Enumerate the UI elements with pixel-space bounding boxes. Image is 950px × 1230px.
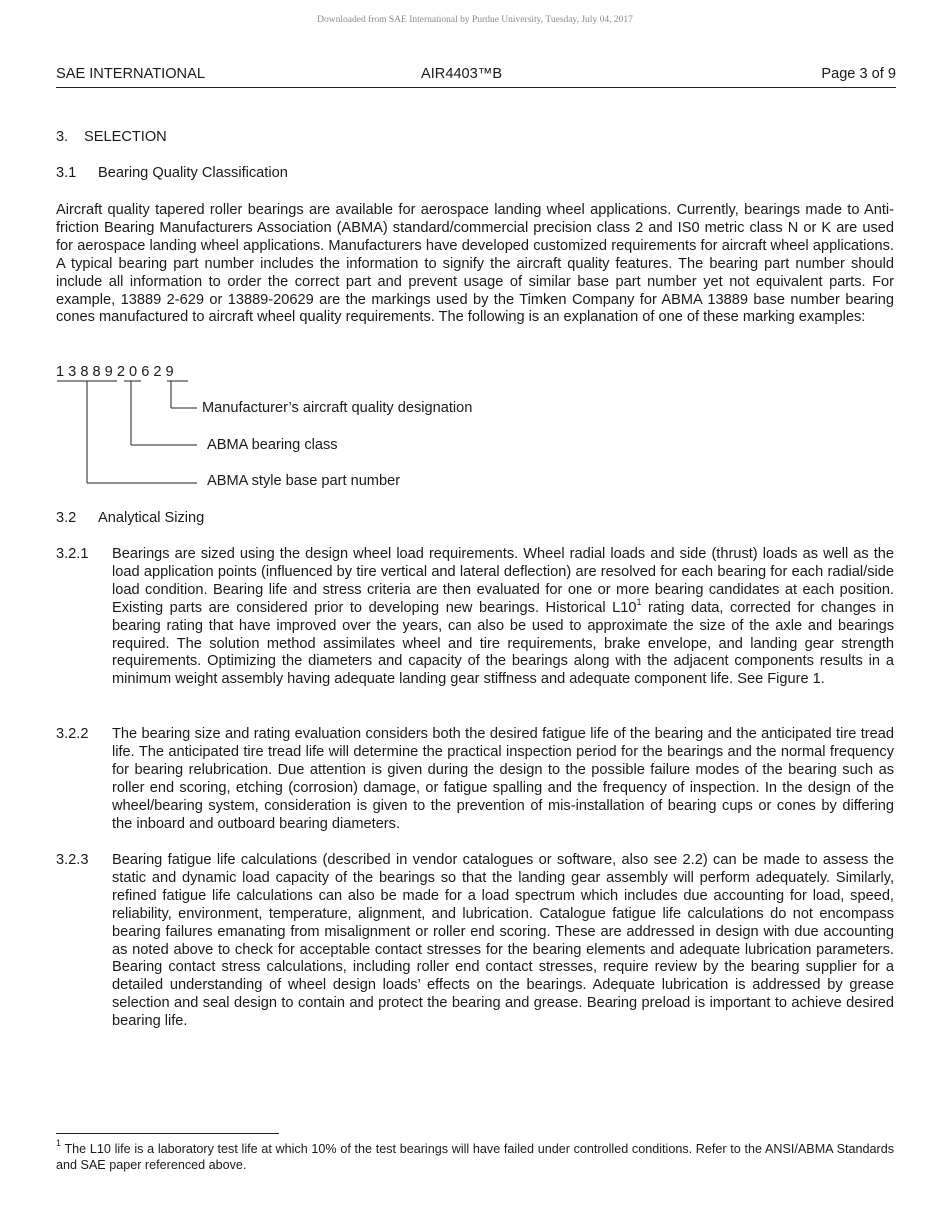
diagram-label-quality-designation: Manufacturer’s aircraft quality designation xyxy=(202,400,473,416)
subsection-3-2-title: Analytical Sizing xyxy=(98,510,205,526)
header-page-number: Page 3 of 9 xyxy=(821,66,896,82)
diagram-part-number: 1 3 8 8 9 2 0 6 2 9 xyxy=(56,364,174,380)
section-title: SELECTION xyxy=(84,129,167,145)
section-number: 3. xyxy=(56,129,69,145)
footnote-reference: 1 xyxy=(636,596,642,607)
item-3-2-3-number: 3.2.3 xyxy=(56,852,89,868)
page-header xyxy=(56,66,896,88)
item-3-2-2-number: 3.2.2 xyxy=(56,726,89,742)
diagram-label-base-part-number: ABMA style base part number xyxy=(207,473,401,489)
item-3-2-1-text-part-1: Bearings are sized using the design wheel load requirements. Wheel radial loads and side (thrust) loads as well as the load application points (influenced by tire vertical and lateral deflection) are resolved for each bearing for each radial/side load condition. Bearing life and stress criteria are then evaluated for one or more bearing candidates at each position. Existing parts are considered prior to developing new bearings. Historical L10 xyxy=(112,546,894,616)
subsection-3-1-title: Bearing Quality Classification xyxy=(98,165,288,181)
item-3-2-2-text: The bearing size and rating evaluation considers both the desired fatigue life of the bearing and the anticipated tire tread life. The anticipated tire tread life will determine the practical inspection period for the bearings and the normal frequency for bearing relubrication. Due attention is given during the design to the possible failure modes of the bearing such as roller end scoring, etching (corrosion) damage, or fatigue spalling and the frequency of inspection. In the design of the wheel/bearing system, consideration is given to the prevention of mis-installation of bearing cups or cones by differing the inboard and outboard bearing diameters. xyxy=(112,726,894,832)
subsection-3-2-number: 3.2 xyxy=(56,510,77,526)
subsection-3-1-paragraph: Aircraft quality tapered roller bearings are available for aerospace landing wheel applications. Currently, bearings made to Anti-friction Bearing Manufacturers Association (ABMA) standard/commercial precision class 2 and IS0 metric class N or K are used for aerospace landing wheel applications. Manufacturers have developed customized requirements for aircraft wheel applications. A typical bearing part number includes the information to signify the aircraft quality features. The bearing part number should include all information to order the correct part and prevent usage of similar base part number yet not equivalent parts. For example, 13889 2-629 or 13889-20629 are the markings used by the Timken Company for ABMA 13889 base number bearing cones manufactured to aircraft wheel quality requirements. The following is an explanation of one of these marking examples: xyxy=(56,202,894,326)
header-document-number: AIR4403™B xyxy=(421,66,503,82)
header-organization: SAE INTERNATIONAL xyxy=(56,66,205,82)
footnote-marker: 1 xyxy=(56,1138,62,1148)
footnote xyxy=(56,1138,894,1173)
download-note: Downloaded from SAE International by Purdue University, Tuesday, July 04, 2017 xyxy=(317,15,633,25)
item-3-2-1-text-part-2: rating data, corrected for changes in bearing rating that have improved over the years, can also be used to approximate the size of the axle and bearings required. The solution method assimilates wheel and tire requirements, brake envelope, and landing gear strength requirements. Optimizing the diameters and capacity of the bearings along with the adjacent components results in a minimum weight assembly having adequate landing gear stiffness and adequate component life. See Figure 1. xyxy=(112,599,894,688)
subsection-3-1-number: 3.1 xyxy=(56,165,77,181)
item-3-2-1-number: 3.2.1 xyxy=(56,546,89,562)
diagram-label-bearing-class: ABMA bearing class xyxy=(207,437,338,453)
item-3-2-1-text xyxy=(112,546,894,689)
footnote-text: The L10 life is a laboratory test life at which 10% of the test bearings will have failed under controlled conditions. Refer to the ANSI/ABMA Standards and SAE paper referenced above. xyxy=(56,1142,894,1172)
footnote-divider xyxy=(56,1133,279,1134)
item-3-2-3-text: Bearing fatigue life calculations (described in vendor catalogues or software, also see 2.2) can be made to assess the static and dynamic load capacity of the bearings so that the landing gear assembly will perform adequately. Similarly, refined fatigue life calculations can also be made for a load spectrum which includes due accounting for load, speed, reliability, environment, temperature, alignment, and lubrication. Catalogue fatigue life calculations do not encompass bearing failures emanating from misalignment or roller end scoring. These are addressed in design with due accounting as noted above to check for acceptable contact stresses for the bearing elements and adequate lubrication parameters. Bearing contact stress calculations, including roller end contact stresses, require review by the bearing supplier for a detailed understanding of wheel design loads’ effects on the bearings. Adequate lubrication is addressed by grease selection and seal design to contain and protect the bearing and grease. Bearing preload is important to achieve desired bearing life. xyxy=(112,852,894,1030)
